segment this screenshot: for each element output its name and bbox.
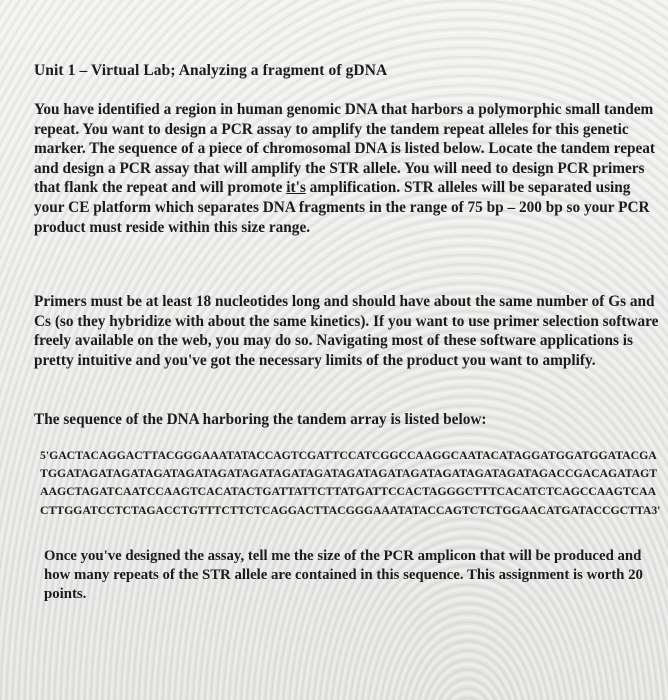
sequence-intro: The sequence of the DNA harboring the tandem array is listed below:: [34, 411, 487, 428]
intro-text-part1: You have identified a region in human genomic DNA that harbors a polymorphic small tandem repeat. You want to design a PCR assay to amplify the tandem repeat alleles for this genetic marker. The sequence of a piece of chromosomal DNA is listed below. Locate the tandem repeat and design a PCR assay that will amplify the STR allele. You will need to design PCR primers that flank the repeat and will promote: [34, 101, 656, 197]
intro-paragraph: [34, 100, 662, 237]
dna-sequence: 5'GACTACAGGACTTACGGGAAATATACCAGTCGATTCCATCGGCCAAGGCAATACATAGGATGGATGGATACGATGGATAGATAGATAGATAGATAGATAGATAGATAGATAGATAGATAGATAGATAGATAGATAGACCGACAGATAGTAAGCTAGATCAATCCAAGTCACATACTGATTATTCTTATGATTCCACTAGGGCTTTCACATCTCAGCCAAGTCAACTTGGATCCTCTAGACCTGTTTCTTCTCAGGACTTACGGGAAATATACCAGTCTCTGGAACATGATACCGCTTA3': [40, 448, 661, 517]
primer-paragraph: Primers must be at least 18 nucleotides long and should have about the same number of Gs and Cs (so they hybridize with about the same kinetics). If you want to use primer selection software freely available on the web, you may do so. Navigating most of these software applications is pretty intuitive and you've got the necessary limits of the product you want to amplify.: [34, 293, 659, 369]
closing-paragraph: Once you've designed the assay, tell me the size of the PCR amplicon that will be produced and how many repeats of the STR allele are contained in this sequence. This assignment is worth 20 points.: [44, 548, 643, 602]
intro-text-part2: amplification. STR alleles will be separated using your CE platform which separates DNA fragments in the range of 75 bp – 200 bp so your PCR product must reside within this size range.: [34, 179, 650, 236]
document-title: Unit 1 – Virtual Lab; Analyzing a fragment of gDNA: [34, 62, 388, 79]
intro-underlined-word: it's: [286, 179, 306, 197]
